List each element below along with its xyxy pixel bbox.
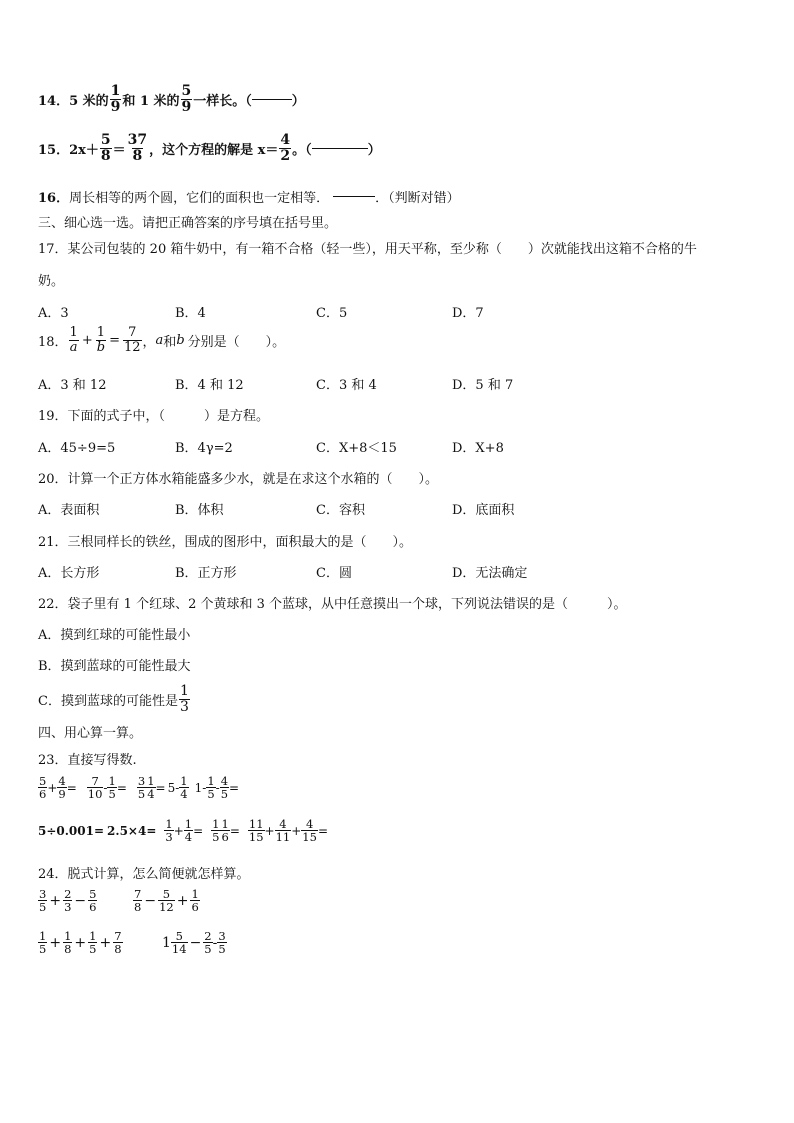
question-22-text: 22．袋子里有 1 个红球、2 个黄球和 3 个蓝球，从中任意摸出一个球，下列说法错误的是（ ）。 bbox=[38, 597, 627, 612]
fraction: $\frac{7}{8}$ bbox=[114, 929, 122, 957]
option-a[interactable]: A．3 和 12 bbox=[38, 378, 107, 393]
option-a[interactable]: A．3 bbox=[38, 306, 69, 321]
fraction: $\frac{37}{8}$ bbox=[127, 132, 148, 164]
expression-2: $\frac{7}{8}$ − $\frac{5}{12}$ + $\frac{1}{6}$ bbox=[134, 887, 199, 915]
question-17-text-cont: 奶。 bbox=[38, 274, 65, 289]
fraction: $\frac{1}{8}$ bbox=[64, 929, 72, 957]
question-number: 18． bbox=[38, 334, 68, 350]
calc-row-2: 5÷0.001= 2.5×4= $\frac{1}{3}$ + $\frac{1}{4}$ = $\frac{1}{5}$ $\frac{1}{6}$ = $\frac{11}{15}$ + $\frac{4}{11}$ + $\frac{4}{15}$ = bbox=[38, 817, 328, 845]
fraction: $\frac{1}{5}$ bbox=[39, 929, 47, 957]
question-14: 14． 5 米的 $\frac{1}{9}$ 和 1 米的 $\frac{5}{9}$ 一样长。（ ） bbox=[38, 83, 305, 115]
fraction: $\frac{7}{8}$ bbox=[134, 887, 142, 915]
fraction: $\frac{4}{11}$ bbox=[275, 817, 291, 845]
fraction: $\frac{4}{15}$ bbox=[302, 817, 317, 845]
answer-blank[interactable] bbox=[333, 196, 375, 197]
fraction: $\frac{7}{10}$ bbox=[87, 774, 103, 802]
option-c[interactable]: C．圆 bbox=[316, 566, 352, 581]
fraction: $\frac{1}{4}$ bbox=[147, 774, 155, 802]
fraction: $\frac{1}{3}$ bbox=[179, 683, 189, 715]
fraction: $\frac{1}{4}$ bbox=[180, 774, 188, 802]
question-number: 15． bbox=[38, 142, 70, 158]
question-number: 14． bbox=[38, 93, 70, 109]
fraction: $\frac{1}{5}$ bbox=[212, 817, 220, 845]
fraction: $\frac{5}{14}$ bbox=[171, 929, 187, 957]
fraction: $\frac{1}{6}$ bbox=[221, 817, 229, 845]
fraction: $\frac{5}{9}$ bbox=[181, 83, 192, 115]
option-d[interactable]: D．底面积 bbox=[452, 503, 515, 518]
question-23-text: 23．直接写得数. bbox=[38, 753, 137, 768]
fraction: $\frac{2}{5}$ bbox=[204, 929, 212, 957]
question-text: 周长相等的两个圆，它们的面积也一定相等． bbox=[69, 191, 330, 206]
option-a[interactable]: A．表面积 bbox=[38, 503, 100, 518]
question-text: 和 1 米的 bbox=[122, 93, 180, 109]
option-c[interactable]: C．3 和 4 bbox=[316, 378, 377, 393]
fraction: $\frac{5}{6}$ bbox=[39, 774, 47, 802]
option-c[interactable]: C．容积 bbox=[316, 503, 365, 518]
fraction: $\frac{1}{5}$ bbox=[207, 774, 215, 802]
option-c[interactable]: C．5 bbox=[316, 306, 348, 321]
question-17-text: 17．某公司包装的 20 箱牛奶中，有一箱不合格（轻一些），用天平称，至少称（ ）次就能找出这箱不合格的牛 bbox=[38, 242, 697, 257]
fraction: $\frac{11}{15}$ bbox=[248, 817, 264, 845]
question-text: 一样长。（ bbox=[193, 93, 252, 109]
expression-3: $\frac{1}{5}$ + $\frac{1}{8}$ + $\frac{1}{5}$ + $\frac{7}{8}$ bbox=[39, 929, 122, 957]
question-text: 5 米的 bbox=[69, 93, 109, 109]
option-d[interactable]: D．7 bbox=[452, 306, 484, 321]
option-d[interactable]: D．无法确定 bbox=[452, 566, 528, 581]
fraction: $\frac{1}{6}$ bbox=[191, 887, 199, 915]
question-15: 15． 2x＋ $\frac{5}{8}$ ＝ $\frac{37}{8}$ ，这个方程的解是 x＝ $\frac{4}{2}$ 。（ ） bbox=[38, 132, 381, 164]
fraction: $\frac{1}{5}$ bbox=[89, 929, 97, 957]
option-c[interactable]: C．摸到蓝球的可能性是 $\frac{1}{3}$ bbox=[38, 683, 189, 715]
expression-4: 1 $\frac{5}{14}$ − $\frac{2}{5}$ - $\frac{3}{5}$ bbox=[162, 929, 226, 957]
question-21-text: 21．三根同样长的铁丝，围成的图形中，面积最大的是（ ）。 bbox=[38, 535, 413, 550]
option-b[interactable]: B．4γ=2 bbox=[175, 441, 233, 456]
question-19-text: 19．下面的式子中，（ ）是方程。 bbox=[38, 409, 270, 424]
fraction: $\frac{5}{6}$ bbox=[89, 887, 97, 915]
option-a[interactable]: A．45÷9=5 bbox=[38, 441, 116, 456]
section-heading: 三、细心选一选。请把正确答案的序号填在括号里。 bbox=[38, 216, 338, 231]
fraction: $\frac{3}{5}$ bbox=[39, 887, 47, 915]
option-d[interactable]: D．X+8 bbox=[452, 441, 504, 456]
fraction: $\frac{2}{3}$ bbox=[64, 887, 72, 915]
fraction: $\frac{7}{12}$ bbox=[123, 325, 141, 355]
option-b[interactable]: B．4 和 12 bbox=[175, 378, 244, 393]
question-24-text: 24．脱式计算，怎么简便就怎样算。 bbox=[38, 867, 250, 882]
question-18: 18． $\frac{1}{a}$ + $\frac{1}{b}$ = $\frac{7}{12}$ ， a 和 b 分别是（ ）。 bbox=[38, 325, 286, 355]
option-d[interactable]: D．5 和 7 bbox=[452, 378, 514, 393]
question-16: 16． 周长相等的两个圆，它们的面积也一定相等． ．（判断对错） bbox=[38, 187, 460, 206]
fraction: $\frac{5}{8}$ bbox=[100, 132, 111, 164]
fraction: $\frac{4}{9}$ bbox=[58, 774, 66, 802]
expression-1: $\frac{3}{5}$ + $\frac{2}{3}$ − $\frac{5}{6}$ bbox=[39, 887, 97, 915]
fraction: $\frac{1}{9}$ bbox=[110, 83, 121, 115]
fraction: $\frac{5}{12}$ bbox=[159, 887, 174, 915]
option-a[interactable]: A．长方形 bbox=[38, 566, 100, 581]
option-b[interactable]: B．体积 bbox=[175, 503, 224, 518]
fraction: $\frac{1}{5}$ bbox=[108, 774, 116, 802]
fraction: $\frac{1}{3}$ bbox=[165, 817, 173, 845]
option-b[interactable]: B．正方形 bbox=[175, 566, 237, 581]
option-a[interactable]: A．摸到红球的可能性最小 bbox=[38, 628, 191, 643]
option-b[interactable]: B．摸到蓝球的可能性最大 bbox=[38, 659, 191, 674]
answer-blank[interactable] bbox=[252, 99, 292, 100]
question-number: 16． bbox=[38, 191, 70, 206]
option-b[interactable]: B．4 bbox=[175, 306, 206, 321]
fraction: $\frac{1}{a}$ bbox=[69, 325, 78, 355]
answer-blank[interactable] bbox=[312, 148, 368, 149]
fraction: $\frac{3}{5}$ bbox=[218, 929, 226, 957]
fraction: $\frac{4}{5}$ bbox=[220, 774, 229, 802]
calc-row-1: $\frac{5}{6}$ + $\frac{4}{9}$ = $\frac{7}{10}$ - $\frac{1}{5}$ = $\frac{3}{5}$ $\frac{1}{4}$ = 5- $\frac{1}{4}$ 1- $\frac{1}{5}$ - $\frac{4}{5}$ = bbox=[39, 774, 240, 802]
fraction: $\frac{1}{4}$ bbox=[184, 817, 193, 845]
section-heading: 四、用心算一算。 bbox=[38, 726, 143, 741]
fraction: $\frac{1}{b}$ bbox=[96, 325, 106, 355]
option-c[interactable]: C．X+8＜15 bbox=[316, 441, 397, 456]
question-20-text: 20．计算一个正方体水箱能盛多少水，就是在求这个水箱的（ ）。 bbox=[38, 472, 439, 487]
fraction: $\frac{3}{5}$ bbox=[137, 774, 146, 802]
fraction: $\frac{4}{2}$ bbox=[280, 132, 291, 164]
